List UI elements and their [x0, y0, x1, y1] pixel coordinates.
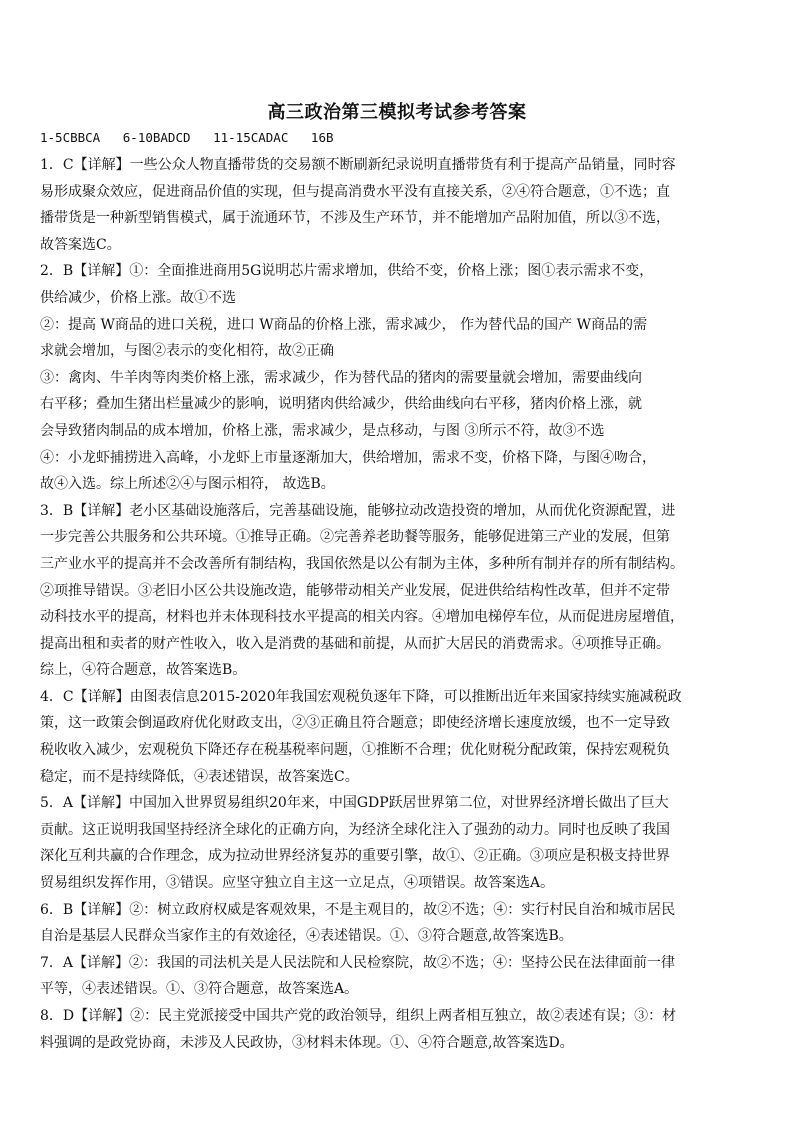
answer-explanations: [40, 152, 766, 1056]
text-line: 7．A【详解】②：我国的司法机关是人民法院和人民检察院，故②不选；④：坚持公民在法律面前一律: [40, 954, 676, 971]
text-line: 三产业水平的提高并不会改善所有制结构，我国依然是以公有制为主体，多种所有制并存的所有制结构。: [40, 555, 684, 572]
text-line: 1．C【详解】一些公众人物直播带货的交易额不断刷新纪录说明直播带货有利于提高产品销量，同时容: [40, 157, 676, 173]
text-line: 4．C【详解】由图表信息2015-2020年我国宏观税负逐年下降，可以推断出近年来国家持续实施减税政: [40, 688, 682, 705]
text-line: 2．B【详解】①：全面推进商用5G说明芯片需求增加，供给不变，价格上涨；图①表示需求不变，: [40, 263, 654, 280]
text-line: 一步完善公共服务和公共环境。①推导正确。②完善养老助餐等服务，能够促进第三产业的发展，但第: [40, 529, 670, 546]
text-line: 税收收入减少，宏观税负下降还存在税基税率问题，①推断不合理；优化财税分配政策，保持宏观税负: [40, 742, 670, 759]
text-line: 5．A【详解】中国加入世界贸易组织20年来，中国GDP跃居世界第二位，对世界经济增长做出了巨大: [40, 795, 669, 812]
text-line: 综上，④符合题意，故答案选B。: [40, 662, 247, 679]
text-line: 故④入选。综上所述②④与图示相符， 故选B。: [40, 476, 335, 493]
text-line: 供给减少，价格上涨。故①不选: [40, 289, 236, 306]
text-line: ②项推导错误。③老旧小区公共设施改造，能够带动相关产业发展，促进供给结构性改革，但并不定带: [40, 582, 670, 599]
text-line: 贸易组织发挥作用，③错误。应坚守独立自主这一立足点，④项错误。故答案选A。: [40, 875, 555, 892]
text-line: 3．B【详解】老小区基础设施落后，完善基础设施，能够拉动改造投资的增加，从而优化资源配置，进: [40, 502, 676, 519]
text-line: 故答案选C。: [40, 236, 121, 253]
text-line: ③：禽肉、牛羊肉等肉类价格上涨，需求减少，作为替代品的猪肉的需要量就会增加，需要曲线向: [40, 369, 642, 386]
text-line: ④：小龙虾捕捞进入高峰，小龙虾上市量逐渐加大，供给增加，需求不变，价格下降，与图④吻合，: [40, 449, 656, 466]
text-line: 右平移；叠加生猪出栏量减少的影响，说明猪肉供给减少，供给曲线向右平移，猪肉价格上涨，就: [40, 396, 642, 413]
text-line: 自治是基层人民群众当家作主的有效途径，④表述错误。①、③符合题意,故答案选B。: [40, 928, 573, 945]
text-line: 料强调的是政党协商，未涉及人民政协，③材料未体现。①、④符合题意,故答案选D。: [40, 1034, 574, 1051]
text-line: 易形成聚众效应，促进商品价值的实现，但与提高消费水平没有直接关系，②④符合题意，①不选；直: [40, 183, 670, 200]
text-line: 求就会增加，与图②表示的变化相符，故②正确: [40, 343, 334, 360]
text-line: 8．D【详解】②：民主党派接受中国共产党的政治领导，组织上两者相互独立，故②表述有误；③：材: [40, 1008, 677, 1024]
text-line: ②：提高 W商品的进口关税，进口 W商品的价格上涨，需求减少， 作为替代品的国产 W商品的需: [40, 316, 647, 333]
text-line: 动科技水平的提高，材料也并未体现科技水平提高的相关内容。④增加电梯停车位，从而促进房屋增值，: [40, 609, 684, 626]
text-line: 贡献。这正说明我国坚持经济全球化的正确方向，为经济全球化注入了强劲的动力。同时也反映了我国: [40, 821, 670, 838]
text-line: 播带货是一种新型销售模式，属于流通环节，不涉及生产环节，并不能增加产品附加值，所以③不选，: [40, 210, 670, 227]
text-line: 会导致猪肉制品的成本增加，价格上涨，需求减少，是点移动，与图 ③所示不符，故③不选: [40, 422, 605, 439]
answer-key-summary: 1-5CBBCA 6-10BADCD 11-15CADAC 16B: [40, 130, 334, 145]
text-line: 平等，④表述错误。①、③符合题意，故答案选A。: [40, 981, 359, 998]
text-line: 6．B【详解】②：树立政府权威是客观效果，不是主观目的，故②不选；④：实行村民自治和城市居民: [40, 901, 676, 918]
text-line: 策，这一政策会倒逼政府优化财政支出，②③正确且符合题意；即使经济增长速度放缓，也不一定导致: [40, 715, 670, 732]
text-line: 提高出租和卖者的财产性收入，收入是消费的基础和前提，从而扩大居民的消费需求。④项推导正确。: [40, 635, 670, 652]
page-title: 高三政治第三模拟考试参考答案: [267, 102, 527, 123]
text-line: 稳定，而不是持续降低，④表述错误，故答案选C。: [40, 768, 359, 785]
text-line: 深化互利共赢的合作理念，成为拉动世界经济复苏的重要引擎，故①、②正确。③项应是积极支持世界: [40, 848, 670, 865]
